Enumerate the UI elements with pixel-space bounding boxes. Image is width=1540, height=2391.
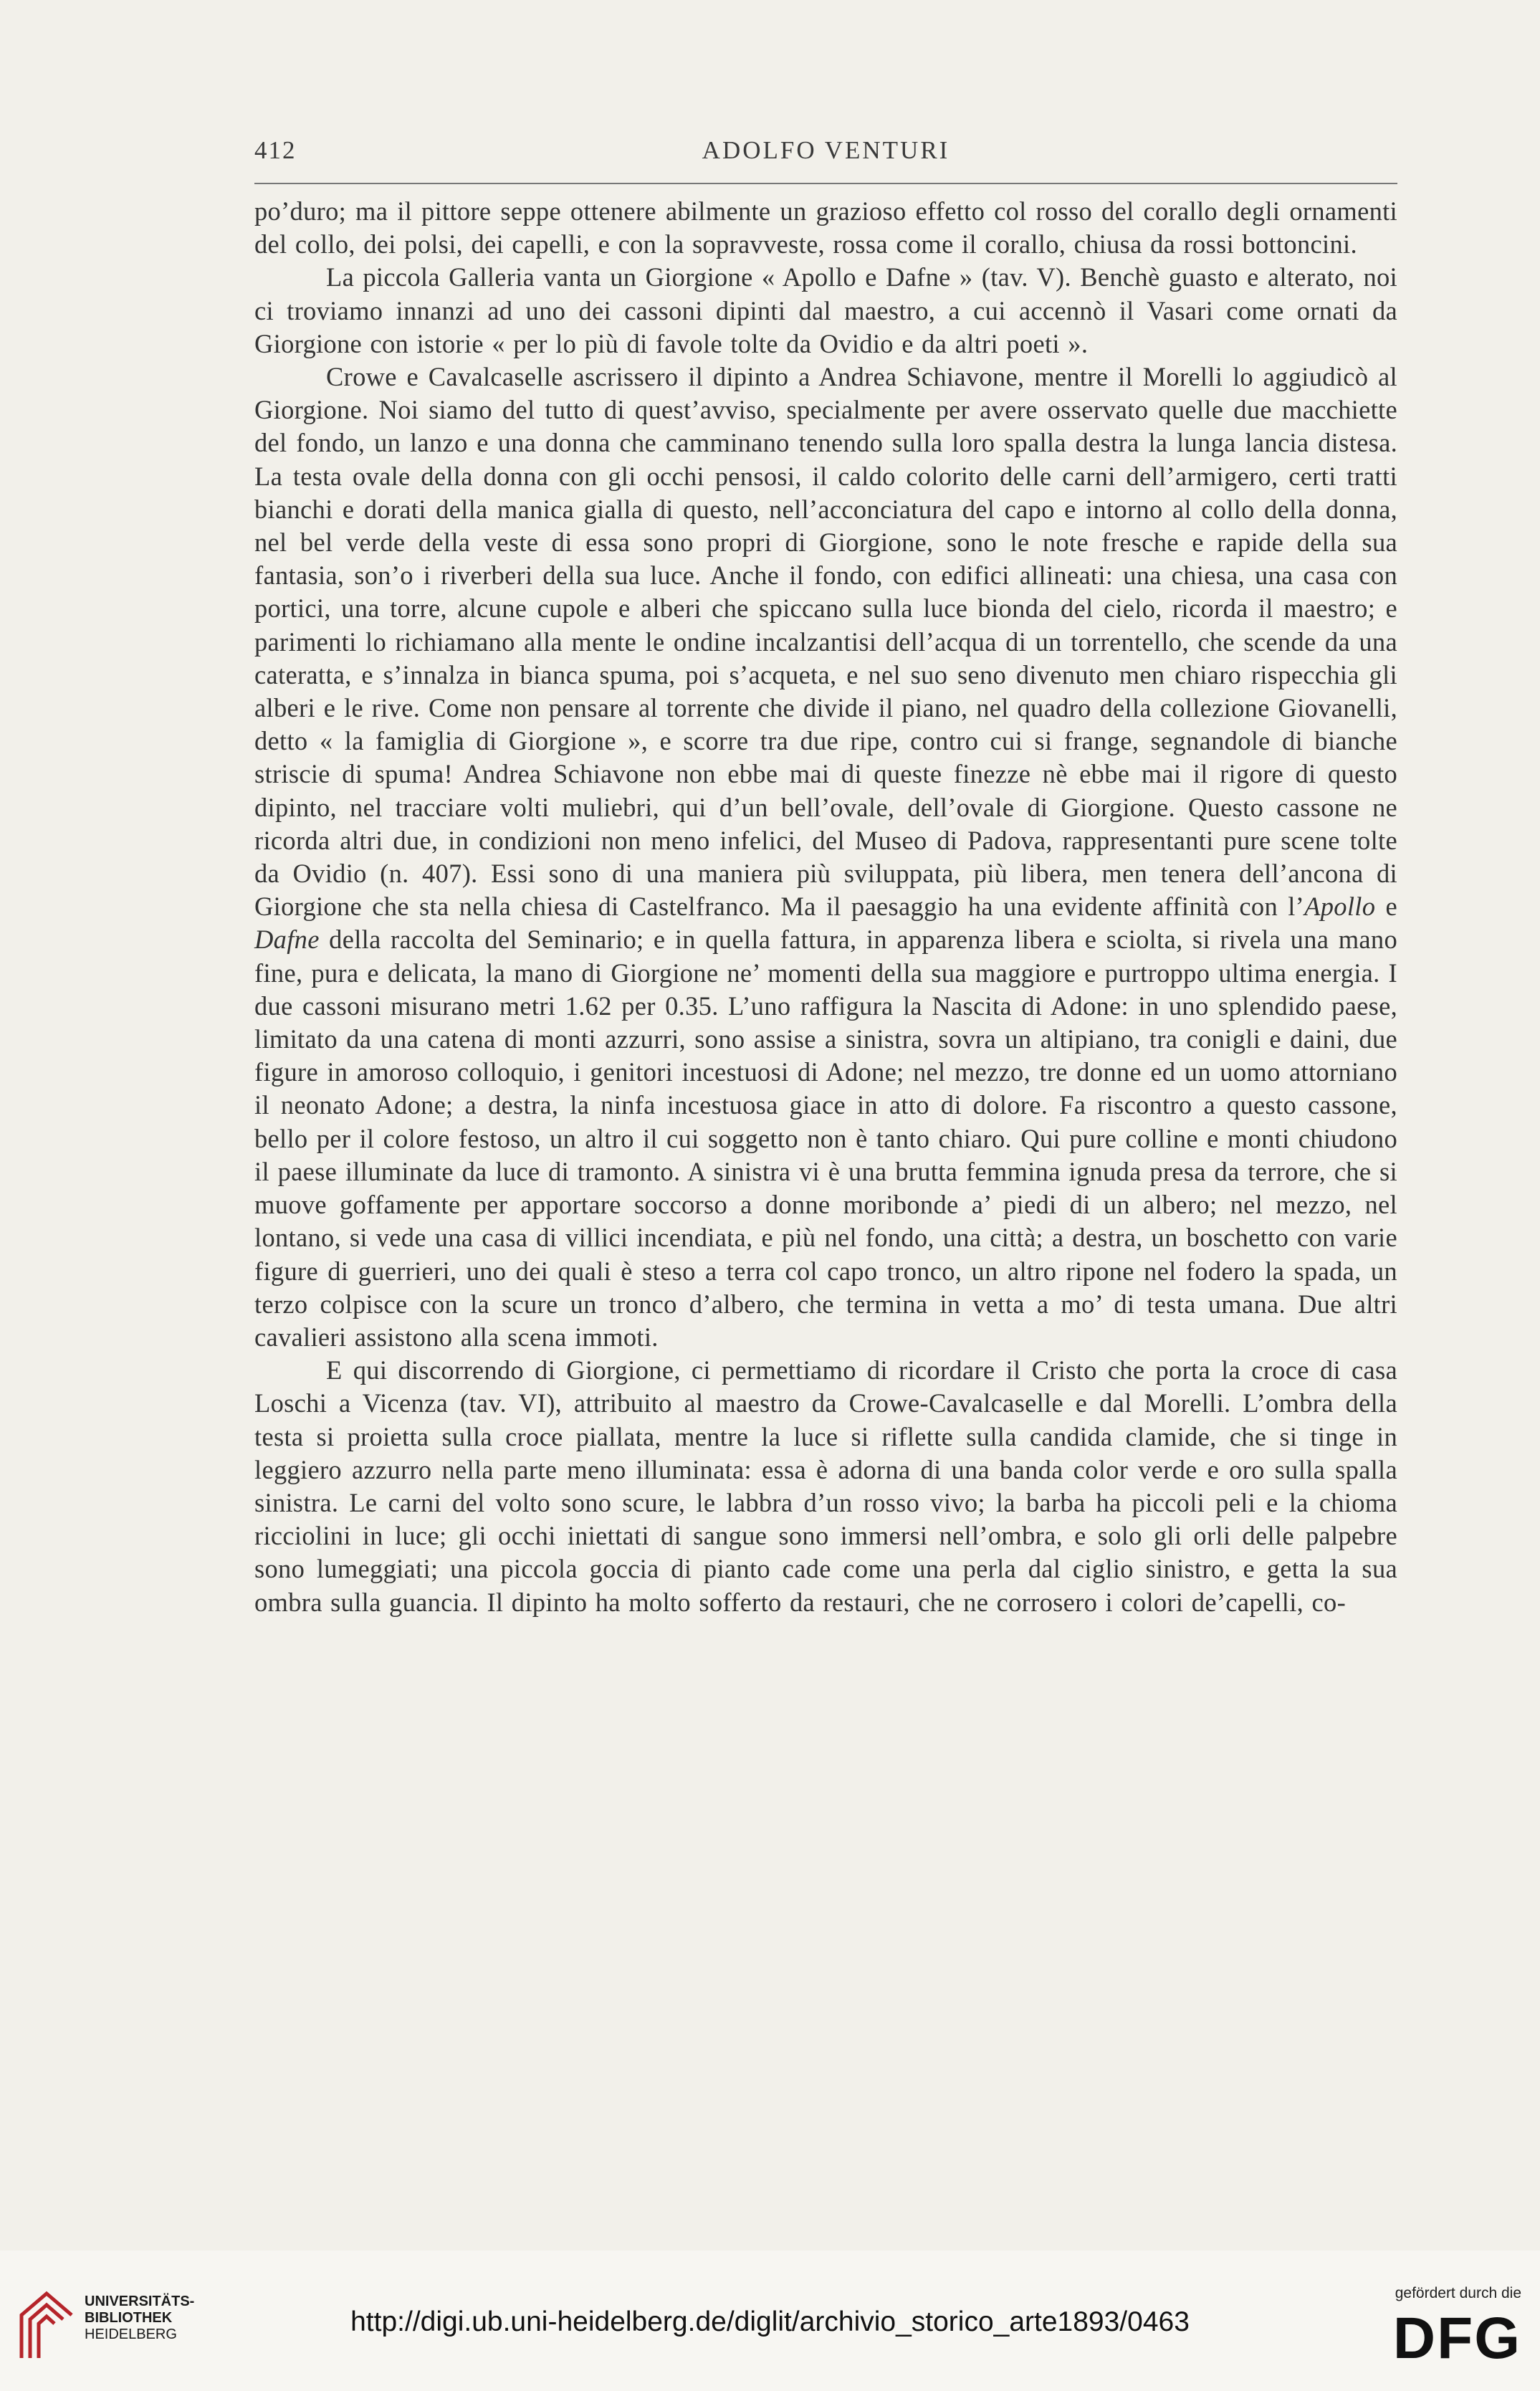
page-number: 412 (254, 136, 297, 164)
paragraph (254, 361, 1397, 1354)
dfg-logo: DFG (1392, 2306, 1521, 2371)
text-run: Crowe e Cavalcaselle ascrissero il dipinto a Andrea Schiavone, mentre il Morelli lo aggiudicò al Giorgione. Noi siamo del tutto di quest’avviso, specialmente per avere osservato quelle due macchiette del fondo, un lanzo e una donna che camminano tenendo sulla loro spalla destra la lunga lancia distesa. La testa ovale della donna con gli occhi pensosi, il caldo colorito delle carni dell’armigero, certi tratti bianchi e dorati della manica gialla di questo, nell’acconciatura del capo e intorno al collo della donna, nel bel verde della veste di essa sono propri di Giorgione, sono le note fresche e rapide della sua fantasia, son’o i riverberi della sua luce. Anche il fondo, con edifici allineati: una chiesa, una casa con portici, una torre, alcune cupole e alberi che spiccano sulla luce bionda del cielo, ricorda il maestro; e parimenti lo richiamano alla mente le ondine incalzantisi dell’acqua di un torrentello, che scende da una cateratta, e s’innalza in bianca spuma, poi s’acqueta, e nel suo seno divenuto men chiaro rispecchia gli alberi e le rive. Come non pensare al torrente che divide il piano, nel quadro della collezione Giovanelli, detto « la famiglia di Giorgione », e scorre tra due ripe, contro cui si frange, segnandole di bianche striscie di spuma! Andrea Schiavone non ebbe mai di queste finezze nè ebbe mai il rigore di questo dipinto, nel tracciare volti muliebri, qui d’un bell’ovale, dell’ovale di Giorgione. Questo cassone ne ricorda altri due, in condizioni non meno infelici, del Museo di Padova, rappresentanti pure scene tolte da Ovidio (n. 407). Essi sono di una maniera più sviluppata, più libera, men tenera dell’ancona di Giorgione che sta nella chiesa di Castelfranco. Ma il paesaggio ha una evidente affinità con l’ (254, 362, 1397, 922)
library-line-3: HEIDELBERG (85, 2326, 177, 2342)
library-line-1: UNIVERSITÄTS- (85, 2294, 195, 2309)
library-line-2: BIBLIOTHEK (85, 2310, 173, 2326)
text-run: E qui discorrendo di Giorgione, ci permettiamo di ricordare il Cristo che porta la croce di casa Loschi a Vicenza (tav. VI), attribuito al maestro da Crowe-Cavalcaselle e dal Morelli. L’ombra della testa si proietta sulla croce piallata, mentre la luce si riflette sulla candida clamide, che si tinge in leggiero azzurro nella parte meno illuminata: essa è adorna di una banda color verde e oro sulla spalla sinistra. Le carni del volto sono scure, le labbra d’un rosso vivo; la barba ha piccoli peli e la chioma ricciolini in luce; gli occhi iniettati di sangue sono immersi nell’ombra, e solo gli orli delle palpebre sono lumeggiati; una piccola goccia di pianto cade come una perla dal ciglio sinistro, e getta la sua ombra sulla guancia. Il dipinto ha molto sofferto da restauri, che ne corrosero i colori de’capelli, co- (254, 1355, 1397, 1617)
running-title: ADOLFO VENTURI (702, 136, 950, 164)
italic-title: Dafne (254, 925, 320, 955)
paragraph (254, 1354, 1397, 1619)
page-header (254, 136, 1397, 172)
source-url[interactable]: http://digi.ub.uni-heidelberg.de/diglit/archivio_storico_arte1893/0463 (350, 2306, 1190, 2337)
footer-bar (0, 2251, 1540, 2391)
paragraph (254, 261, 1397, 361)
text-run: La piccola Galleria vanta un Giorgione « Apollo e Dafne » (tav. V). Benchè guasto e alterato, noi ci troviamo innanzi ad uno dei cassoni dipinti dal maestro, a cui accennò il Vasari come ornati da Giorgione con istorie « per lo più di favole tolte da Ovidio e da altri poeti ». (254, 262, 1397, 358)
text-run: della raccolta del Seminario; e in quella fattura, in apparenza libera e sciolta, si rivela una mano fine, pura e delicata, la mano di Giorgione ne’ momenti della sua maggiore e purtroppo ultima energia. I due cassoni misurano metri 1.62 per 0.35. L’uno raffigura la Nascita di Adone: in uno splendido paese, limitato da una catena di monti azzurri, sono assise a sinistra, sovra un altipiano, tra conigli e daini, due figure in amoroso colloquio, i genitori incestuosi di Adone; nel mezzo, tre donne ed un uomo attorniano il neonato Adone; a destra, la ninfa incestuosa giace in atto di dolore. Fa riscontro a questo cassone, bello per il colore festoso, un altro il cui soggetto non è tanto chiaro. Qui pure colline e monti chiudono il paese illuminate da luce di tramonto. A sinistra vi è una brutta femmina ignuda presa da terrore, che si muove goffamente per apportare soccorso a donne moribonde a’ piedi di un albero; nel mezzo, nel lontano, si vede una casa di villici incendiata, e più nel fondo, una città; a destra, un boschetto con varie figure di guerrieri, uno dei quali è steso a terra col capo tronco, un altro ripone nel fodero la spada, un terzo colpisce con la scure un tronco d’albero, che termina in vetta a mo’ di testa umana. Due altri cavalieri assistono alla scena immoti. (254, 925, 1397, 1352)
header-rule (254, 183, 1397, 184)
funding-label: gefördert durch die (1395, 2285, 1521, 2301)
italic-title: Apollo (1304, 892, 1376, 922)
paragraph (254, 195, 1397, 261)
text-run: po’duro; ma il pittore seppe ottenere abilmente un grazioso effetto col rosso del corallo degli ornamenti del collo, dei polsi, dei capelli, e con la sopravveste, rossa come il corallo, chiusa da rossi bottoncini. (254, 196, 1397, 259)
body-text (254, 195, 1397, 1619)
text-run: e (1375, 892, 1397, 922)
